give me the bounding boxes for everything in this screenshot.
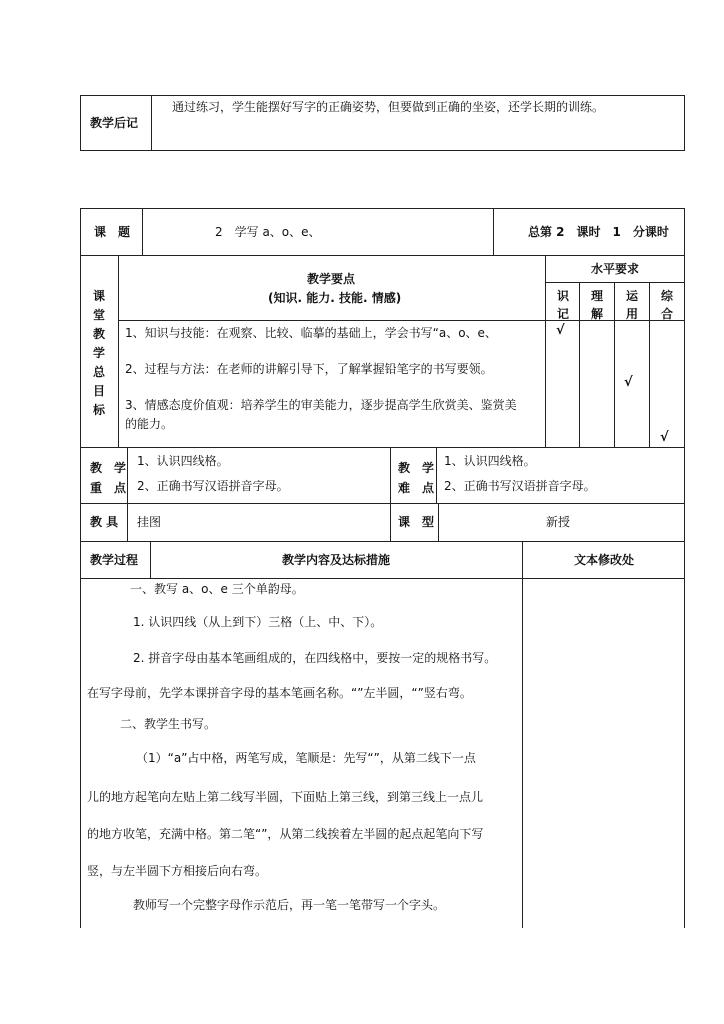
objectives-side-label-3: 学: [93, 346, 106, 360]
key-points-label-b: 重 点: [90, 481, 127, 495]
level-header-synthesis: 综合: [660, 289, 673, 321]
process-line-2: 1. 认识四线（从上到下）三格（上、中、下）。: [133, 615, 383, 629]
process-line-3: 2. 拼音字母由基本笔画组成的，在四线格中，要按一定的规格书写。: [133, 651, 497, 665]
afterword-text: 通过练习，学生能摆好写字的正确姿势，但要做到正确的坐姿，还学长期的训练。: [172, 100, 605, 114]
level-header-recall: 识记: [556, 289, 569, 321]
difficulties-label-b: 难 点: [398, 481, 435, 495]
process-line-4: 在写字母前，先学本课拼音字母的基本笔画名称。“”左半圆，“”竖右弯。: [87, 686, 472, 700]
difficulty-2: 2、正确书写汉语拼音字母。: [444, 479, 596, 493]
objective-item-3-cont: 的能力。: [125, 417, 174, 431]
level-header-understand: 理解: [590, 289, 603, 321]
hours-label: 总第 2 课时 1 分课时: [528, 225, 669, 239]
objectives-side-label-1: 堂: [93, 308, 106, 322]
process-col2-header: 教学内容及达标措施: [282, 553, 391, 567]
objectives-side-label-4: 总: [93, 365, 106, 379]
afterword-label: 教学后记: [90, 116, 139, 130]
objectives-side-label-6: 标: [93, 403, 106, 417]
difficulties-label-a: 教 学: [398, 461, 435, 475]
check-mark-synthesis: √: [660, 430, 669, 445]
objectives-side-label-0: 课: [93, 289, 106, 303]
level-header-apply: 运用: [625, 289, 638, 321]
check-mark-apply: √: [624, 375, 633, 390]
objectives-title: 教学要点: [307, 272, 356, 286]
level-title: 水平要求: [591, 262, 640, 276]
process-col3-header: 文本修改处: [574, 553, 635, 567]
topic-label: 课 题: [94, 225, 131, 239]
key-point-2: 2、正确书写汉语拼音字母。: [137, 479, 289, 493]
objective-item-2: 2、过程与方法：在老师的讲解引导下，了解掌握铅笔字的书写要领。: [125, 362, 493, 376]
process-line-10: 教师写一个完整字母作示范后，再一笔一笔带写一个字头。: [133, 898, 446, 912]
key-point-1: 1、认识四线格。: [137, 454, 229, 468]
objectives-side-label-2: 教: [93, 327, 106, 341]
difficulty-1: 1、认识四线格。: [444, 454, 536, 468]
topic-value: 2 学写 a、o、e、: [215, 225, 321, 239]
objectives-side-label-5: 目: [93, 384, 106, 398]
aids-value: 挂图: [137, 515, 162, 529]
process-line-5: 二、教学生书写。: [120, 717, 217, 731]
objective-item-3: 3、情感态度价值观：培养学生的审美能力，逐步提高学生欣赏美、鉴赏美: [125, 398, 517, 412]
aids-label: 教 具: [90, 515, 119, 529]
process-line-7: 儿的地方起笔向左贴上第二线写半圆，下面贴上第三线，到第三线上一点儿: [87, 790, 484, 804]
objectives-subtitle: (知识. 能力. 技能. 情感): [268, 291, 402, 305]
process-line-1: 一、教写 a、o、e 三个单韵母。: [130, 582, 304, 596]
process-line-6: （1）“a”占中格，两笔写成，笔顺是：先写“”，从第二线下一点: [136, 751, 476, 765]
objective-item-1: 1、知识与技能：在观察、比较、临摹的基础上，学会书写“a、o、e、: [125, 326, 497, 340]
process-line-8: 的地方收笔，充满中格。第二笔“”，从第二线挨着左半圆的起点起笔向下写: [87, 827, 484, 841]
process-line-9: 竖，与左半圆下方相接后向右弯。: [87, 864, 268, 878]
key-points-label-a: 教 学: [90, 461, 127, 475]
lesson-type-label: 课 型: [398, 515, 435, 529]
lesson-type-value: 新授: [546, 515, 571, 529]
process-col1-header: 教学过程: [90, 553, 139, 567]
check-mark-recall: √: [556, 323, 565, 338]
